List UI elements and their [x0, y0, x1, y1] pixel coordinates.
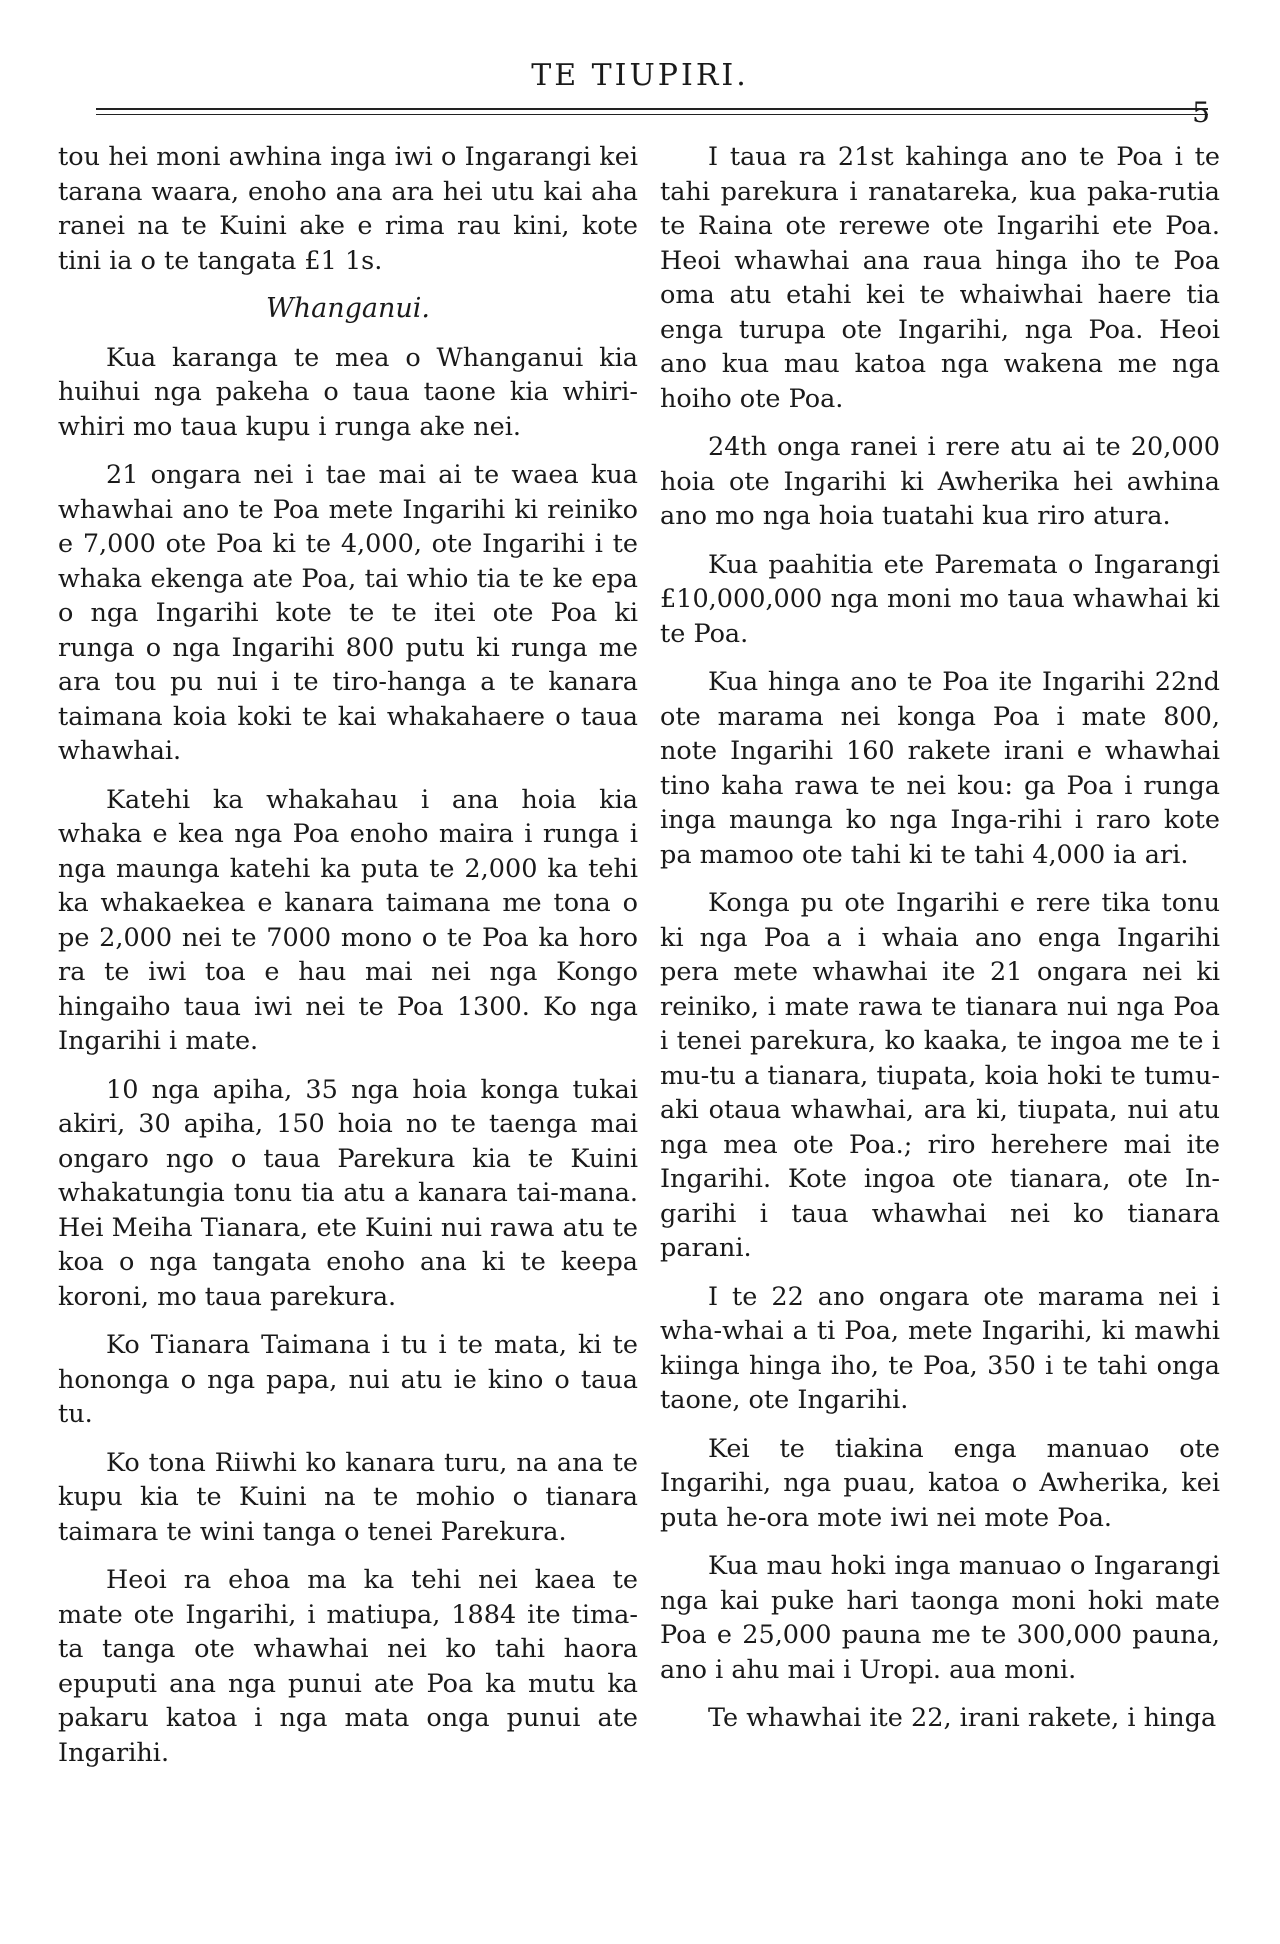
paragraph: 24th onga ranei i rere atu ai te 20,000 hoia ote Ingarihi ki Awherika hei awhina ano mo nga hoia tuatahi kua riro atura. [660, 432, 1220, 531]
paragraph: Kua paahitia ete Paremata o Ingarangi £10,000,000 nga moni mo taua whawhai ki te Poa. [660, 549, 1220, 649]
section-heading: Whanganui. [265, 293, 430, 324]
paragraph: Kua hinga ano te Poa ite Ingarihi 22nd ote marama nei konga Poa i mate 800, note Ingarihi 160 rakete irani e whawhai tino kaha rawa te nei kou: ga Poa i runga inga maunga ko nga Inga-rihi i raro kote pa mamoo ote tahi ki te tahi 4,000 ia ari. [660, 667, 1220, 870]
paragraph: I taua ra 21st kahinga ano te Poa i te tahi parekura i ranatareka, kua paka-rutia te Raina ote rerewe ote Ingarihi ete Poa. Heoi whawhai ana raua hinga iho te Poa oma atu etahi kei te whaiwhai haere tia enga turupa ote Ingarihi, nga Poa. Heoi ano kua mau katoa nga wakena me nga hoiho ote Poa. [660, 142, 1220, 414]
paragraph: Konga pu ote Ingarihi e rere tika tonu ki nga Poa a i whaia ano enga Ingarihi pera mete whawhai ite 21 ongara nei ki reiniko, i mate rawa te tianara nui nga Poa i tenei parekura, ko kaaka, te ingoa me te i mu-tu a tianara, tiupata, koia hoki te tumu-aki otaua whawhai, ara ki, tiupata, nui atu nga mea ote Poa.; riro herehere mai ite Ingarihi. Kote ingoa ote tianara, ote In-garihi i taua whawhai nei ko tianara parani. [660, 888, 1220, 1263]
running-title: TE TIUPIRI. [531, 58, 749, 93]
right-column [660, 140, 1220, 1750]
left-column [58, 140, 638, 1784]
paragraph: Kua mau hoki inga manuao o Ingarangi nga kai puke hari taonga moni hoki mate Poa e 25,000 pauna me te 300,000 pauna, ano i ahu mai i Uropi. aua moni. [660, 1551, 1220, 1685]
paragraph: Heoi ra ehoa ma ka tehi nei kaea te mate ote Ingarihi, i matiupa, 1884 ite tima-ta tanga ote whawhai nei ko tahi haora epuputi ana nga punui ate Poa ka mutu ka pakaru katoa i nga mata onga punui ate Ingarihi. [58, 1565, 638, 1768]
paragraph: Ko Tianara Taimana i tu i te mata, ki te hononga o nga papa, nui atu ie kino o taua tu. [58, 1330, 638, 1429]
header-rule-thin [96, 114, 1208, 115]
paragraph: Kei te tiakina enga manuao ote Ingarihi, nga puau, katoa o Awherika, kei puta he-ora mote iwi nei mote Poa. [660, 1433, 1220, 1533]
paragraph: I te 22 ano ongara ote marama nei i wha-whai a ti Poa, mete Ingarihi, ki mawhi kiinga hinga iho, te Poa, 350 i te tahi onga taone, ote Ingarihi. [660, 1281, 1220, 1415]
paragraph: Te whawhai ite 22, irani rakete, i hinga [708, 1703, 1217, 1733]
paragraph: Ko tona Riiwhi ko kanara turu, na ana te kupu kia te Kuini na te mohio o tianara taimara te wini tanga o tenei Parekura. [58, 1447, 638, 1547]
header-rule [96, 108, 1208, 110]
paragraph: tou hei moni awhina inga iwi o Ingarangi kei tarana waara, enoho ana ara hei utu kai aha ranei na te Kuini ake e rima rau kini, kote tini ia o te tangata £1 1s. [58, 142, 638, 276]
page-number: 5 [1192, 96, 1210, 129]
paragraph: Kua karanga te mea o Whanganui kia huihui nga pakeha o taua taone kia whiri-whiri mo taua kupu i runga ake nei. [58, 342, 638, 442]
paragraph: 21 ongara nei i tae mai ai te waea kua whawhai ano te Poa mete Ingarihi ki reiniko e 7,000 ote Poa ki te 4,000, ote Ingarihi i te whaka ekenga ate Poa, tai whio tia te ke epa o nga Ingarihi kote te te itei ote Poa ki runga o nga Ingarihi 800 putu ki runga me ara tou pu nui i te tiro-hanga a te kanara taimana koia koki te kai whakahaere o taua whawhai. [58, 460, 638, 766]
paragraph: Katehi ka whakahau i ana hoia kia whaka e kea nga Poa enoho maira i runga i nga maunga katehi ka puta te 2,000 ka tehi ka whakaekea e kanara taimana me tona o pe 2,000 nei te 7000 mono o te Poa ka horo ra te iwi toa e hau mai nei nga Kongo hingaiho taua iwi nei te Poa 1300. Ko nga Ingarihi i mate. [58, 784, 638, 1056]
paragraph: 10 nga apiha, 35 nga hoia konga tukai akiri, 30 apiha, 150 hoia no te taenga mai ongaro ngo o taua Parekura kia te Kuini whakatungia tonu tia atu a kanara tai-mana. Hei Meiha Tianara, ete Kuini nui rawa atu te koa o nga tangata enoho ana ki te keepa koroni, mo taua parekura. [58, 1074, 638, 1312]
